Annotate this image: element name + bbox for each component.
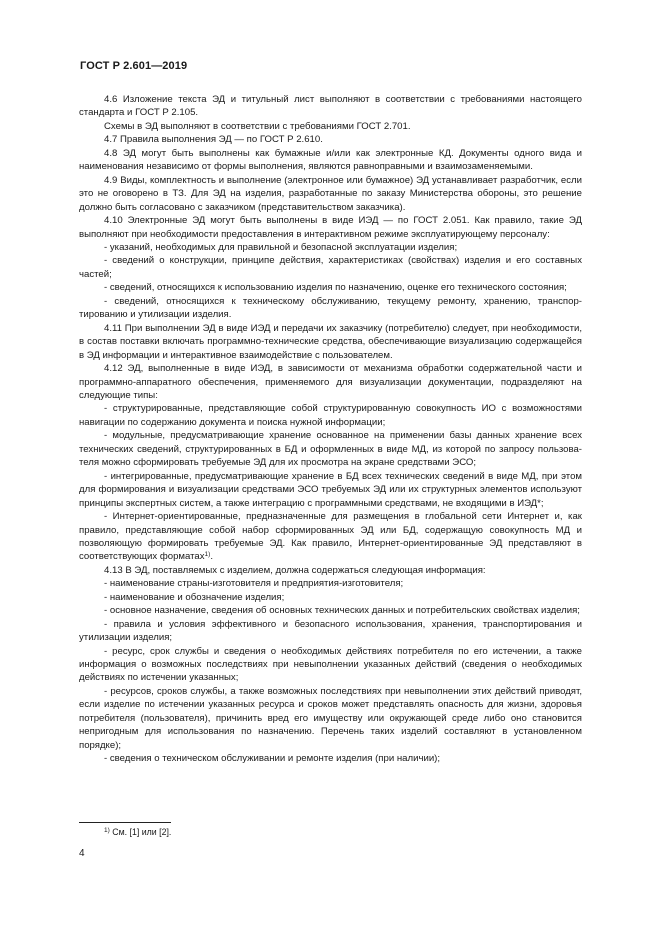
clause-4-8: 4.8 ЭД могут быть выполнены как бумажные и/или как электронные КД. Документы одного вида и наименования независимо от формы выполнения, являются равноправными и взаимозаменяемыми.: [79, 147, 582, 173]
list-item: - сведения о техническом обслуживании и ремонте изделия (при наличии);: [104, 753, 441, 765]
list-item: - сведений о конструкции, принципе действия, характеристиках (свойствах) изделия и его составных частей;: [79, 255, 582, 280]
clause-4-9: 4.9 Виды, комплектность и выполнение (электронное или бумажное) ЭД устанавливает разработчик, если это не оговорено в ТЗ. Для ЭД на изделия, разработанные по заказу Министерства обороны, это решение должно быть согласовано с заказчиком (представительством заказчика).: [79, 174, 582, 213]
body-text: [79, 93, 582, 766]
footnote-reference[interactable]: 1): [204, 551, 211, 559]
clause-4-10: 4.10 Электронные ЭД могут быть выполнены в виде ИЭД — по ГОСТ 2.051. Как правило, такие ЭД выполняют при необходимости предоставления в интерактивном режиме эксплуатирующему персоналу:: [79, 215, 582, 240]
footnote-mark: 1): [104, 827, 110, 834]
clause-4-11: 4.11 При выполнении ЭД в виде ИЭД и передачи их заказчику (потребителю) следует, при необходимости, в состав поставки включать программно-технические средства, обеспечивающие визуализацию содержащейся в ЭД информации и интерактивное взаимодействие с пользователем.: [79, 322, 582, 361]
clause-4-7: 4.7 Правила выполнения ЭД — по ГОСТ Р 2.610.: [104, 134, 323, 146]
list-item: - указаний, необходимых для правильной и безопасной эксплуатации изделия;: [104, 241, 458, 253]
clause-4-6-schemes: Схемы в ЭД выполняют в соответствии с требованиями ГОСТ 2.701.: [104, 120, 411, 132]
footnote-text: См. [1] или [2].: [112, 827, 172, 837]
clause-4-6: 4.6 Изложение текста ЭД и титульный лист выполняют в соответствии с требованиями настоящего стандарта и ГОСТ Р 2.105.: [79, 94, 582, 119]
list-item: - наименование и обозначение изделия;: [104, 591, 285, 603]
clause-4-13: 4.13 В ЭД, поставляемых с изделием, должна содержаться следующая информация:: [104, 564, 486, 576]
list-item: - ресурс, срок службы и сведения о необходимых действиях потребителя по его истечении, а также информация о возможных последствиях при невыполнении указанных действий (сведения о необходимых действиях по истечении указанных;: [79, 645, 582, 684]
document-header: ГОСТ Р 2.601—2019: [80, 60, 188, 72]
list-item: - интегрированные, предусматривающие хранение в БД всех технических сведений в виде МД, при этом для формирования и визуализации средствами ЭСО требуемых ЭД или их структурных элементов используют принципы экспертных систем, а также интеграцию с программными средствами, не входящими в ИЭД*;: [79, 470, 582, 509]
list-item: - наименование страны-изготовителя и предприятия-изготовителя;: [104, 578, 404, 590]
footnote: [104, 827, 171, 838]
list-item-text: - Интернет-ориентированные, предназначенные для размещения в глобальной сети Интернет и, как правило, представляющие собой набор сформированных ЭД или БД, содержащую совокупность МД и позволяющую формировать требуемые ЭД. Как правило, Интернет-ориентированные ЭД представляют в соответствующих форматах: [79, 511, 582, 563]
list-item: - структурированные, представляющие собой структурированную совокупность ИО с возможностями навигации по содержанию документа и поиска нужной информации;: [79, 403, 582, 428]
page-number: 4: [79, 848, 85, 859]
list-item: - ресурсов, сроков службы, а также возможных последствиях при невыполнении этих действий приводят, если изделие по истечении указанных ресурса и сроков может представлять опасность для жизни, здоровья потребителя (пользователя), причинить вред его имуществу или окружающей среде либо оно становится непригодным для использования по назначению. Перечень таких изделий составляют в установленном порядке);: [79, 685, 582, 751]
list-item: - сведений, относящихся к использованию изделия по назначению, оценке его технического состояния;: [104, 282, 567, 294]
list-item: - правила и условия эффективного и безопасного использования, хранения, транспортирования и утилизации изделия;: [79, 618, 582, 644]
list-item: - сведений, относящихся к техническому обслуживанию, текущему ремонту, хранению, транспортированию и утилизации изделия.: [79, 295, 582, 321]
list-item: - основное назначение, сведения об основных технических данных и потребительских свойствах изделия;: [104, 605, 580, 617]
list-item-with-footnote: - Интернет-ориентированные, предназначенные для размещения в глобальной сети Интернет и, как правило, представляющие собой набор сформированных ЭД или БД, содержащую совокупность МД и позволяющую формировать требуемые ЭД. Как правило, Интернет-ориентированные ЭД представляют в соответствующих форматах$^{1)}$.: [79, 511, 582, 563]
footnote-divider: [79, 822, 171, 823]
clause-4-12: 4.12 ЭД, выполненные в виде ИЭД, в зависимости от механизма обработки содержательной части и программно-аппаратного обеспечения, применяемого для визуализации документации, подразделяют на следующие типы:: [79, 363, 582, 401]
list-item: - модульные, предусматривающие хранение основанное на применении базы данных хранение всех технических сведений, структурированных в БД и оформленных в виде МД, из которой по запросу пользователя можно сформировать требуемые ЭД для их просмотра на экране средствами ЭСО;: [79, 430, 582, 469]
